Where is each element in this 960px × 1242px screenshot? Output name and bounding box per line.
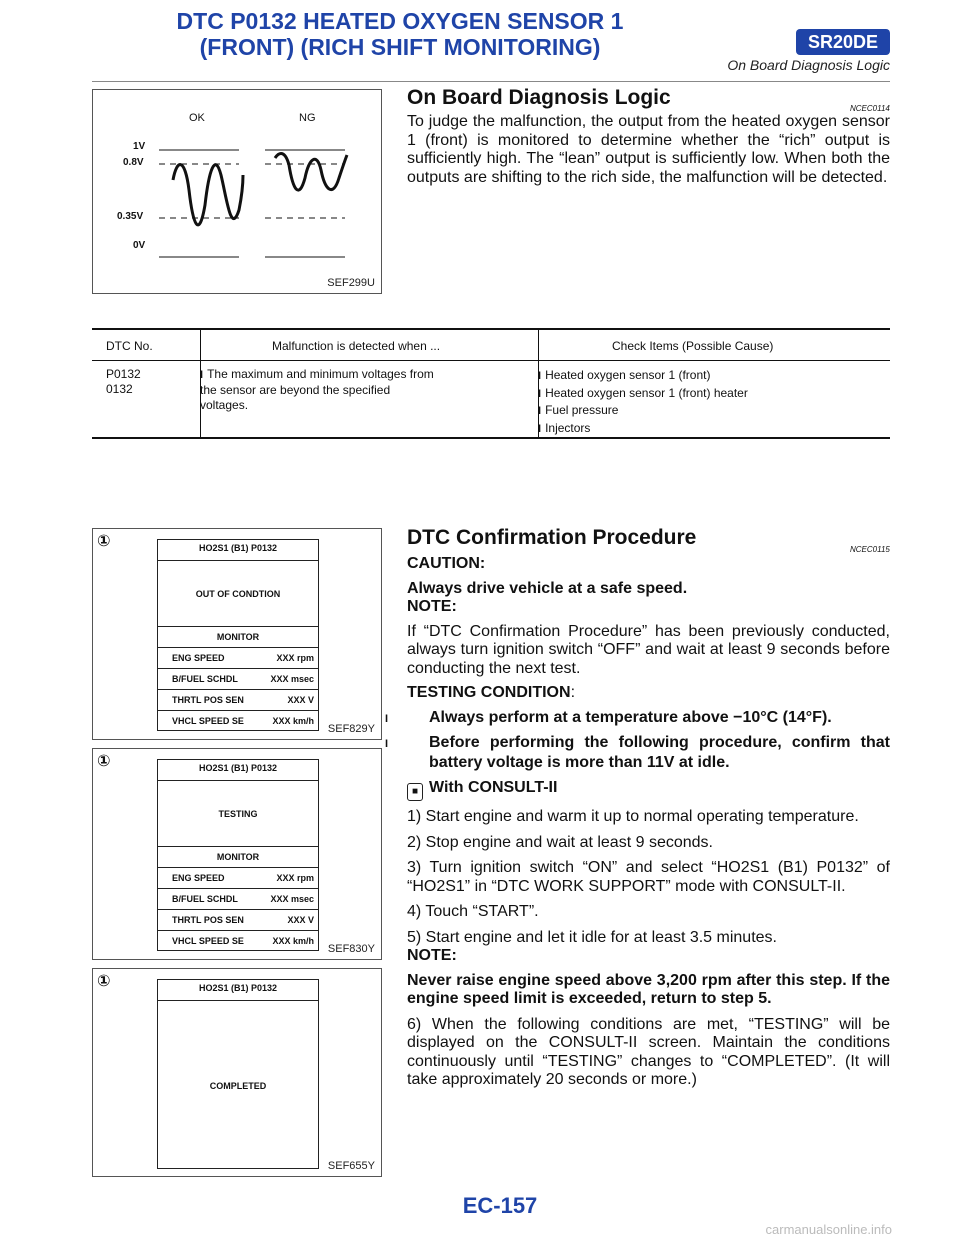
screen-data-row [158,710,318,730]
screen-data-row [158,930,318,950]
consult-icon: ① [97,533,111,550]
check-item [538,420,878,438]
dtc-number-line2: 0132 [106,382,133,396]
screen-data-row [158,668,318,690]
row-value: XXX rpm [276,873,314,883]
consult-icon: ① [97,753,111,770]
screen-title: HO2S1 (B1) P0132 [198,983,278,993]
label-08v: 0.8V [123,157,144,168]
caution-text: Always drive vehicle at a safe speed. [407,579,688,597]
check-items [538,367,878,437]
screen-monitor-row [158,626,318,648]
consult-screen [157,539,319,731]
figure-code: SEF830Y [327,943,375,955]
screen-data-row [158,888,318,910]
row-value: XXX rpm [276,653,314,663]
row-label: B/FUEL SCHDL [172,894,238,904]
watermark-site: carmanualsonline.info [765,1222,892,1237]
bullet-icon: I [538,405,542,417]
figure-code: SEF655Y [327,1160,375,1172]
figure-code: SEF829Y [327,723,375,735]
obd-ref: NCEC0114 [850,104,890,113]
consult-screen-figure-3 [92,968,382,1177]
table-header-malfunction: Malfunction is detected when ... [272,339,441,353]
obd-heading: On Board Diagnosis Logic [407,86,671,109]
note-label: NOTE: [407,598,457,615]
dtc-number-line1: P0132 [106,367,141,381]
label-1v: 1V [133,141,146,152]
condition-item [385,734,890,772]
note2-label: NOTE: [407,947,457,964]
check-item [538,402,878,420]
screen-status: COMPLETED [209,1081,267,1091]
procedure-ref: NCEC0115 [850,545,890,554]
consult-icon: ① [97,973,111,990]
row-label: ENG SPEED [172,873,225,883]
bullet-icon: I [538,387,542,400]
header-divider [92,81,890,82]
header-title [0,8,800,60]
consult-screen-figure-1 [92,528,382,740]
screen-status: OUT OF CONDTION [195,589,281,599]
bullet-icon: I [538,370,542,382]
screen-monitor-row [158,846,318,868]
step-3: 3) Turn ignition switch “ON” and select “HO2S1 (B1) P0132” of “HO2S1” in “DTC WORK SUPPORT” mode with CONSULT-II. [407,859,890,895]
row-label: VHCL SPEED SE [172,936,244,946]
obd-text: To judge the malfunction, the output from the heated oxygen sensor 1 (front) is monitored to determine whether the “rich” output is sufficiently high. The “lean” output is sufficiently low. When both the outputs are shifting to the rich side, the malfunction will be detected. [407,113,890,186]
header-title-line2: (FRONT) (RICH SHIFT MONITORING) [199,34,601,60]
dtc-number [106,367,141,397]
ok-label: OK [189,112,205,124]
step-4: 4) Touch “START”. [407,903,539,920]
check-item-text: Injectors [545,420,591,435]
procedure-body [385,553,890,1090]
check-item-text: Heated oxygen sensor 1 (front) [545,368,711,382]
step-2: 2) Stop engine and wait at least 9 seconds. [407,833,713,851]
screen-title: HO2S1 (B1) P0132 [198,763,278,773]
procedure-heading: DTC Confirmation Procedure [407,526,697,549]
consult-screen [157,979,319,1169]
bullet-icon: I [385,712,389,725]
row-value: XXX V [287,915,314,925]
malfunction-cell [200,367,440,413]
condition-text: Always perform at a temperature above −10°C (14°F). [429,708,832,726]
screen-data-row [158,689,318,711]
screen-title: HO2S1 (B1) P0132 [198,543,278,553]
screen-monitor: MONITOR [216,852,260,862]
row-label: B/FUEL SCHDL [172,674,238,684]
row-label: ENG SPEED [172,653,225,663]
dtc-table [92,328,890,439]
step-1: 1) Start engine and warm it up to normal operating temperature. [407,808,859,825]
header-subtitle: On Board Diagnosis Logic [727,57,890,73]
testing-label: TESTING CONDITION [407,684,571,701]
figure-code: SEF299U [327,277,375,289]
table-header-check: Check Items (Possible Cause) [612,339,774,353]
engine-code-badge: SR20DE [796,29,890,55]
check-item-text: Heated oxygen sensor 1 (front) heater [545,385,748,400]
screen-status-row [158,780,318,847]
bullet-icon: I [538,422,542,435]
caution-label: CAUTION: [407,555,486,572]
table-divider [538,330,542,437]
step-5: 5) Start engine and let it idle for at least 3.5 minutes. [407,928,777,946]
row-value: XXX msec [270,894,314,904]
consult-icon: ■ [407,783,423,801]
consult-screen-figure-2 [92,748,382,960]
waveform-graph [93,90,381,293]
step-6: 6) When the following conditions are met, “TESTING” will be displayed on the CONSULT-II screen. Maintain the conditions continuously until “TESTING” changes to “COMPLETED”. (It will take approximately 20 seconds or more.) [407,1015,890,1088]
ng-label: NG [299,112,316,124]
screen-status: TESTING [218,809,258,819]
consult-text: With CONSULT-II [429,779,558,796]
malfunction-text: The maximum and minimum voltages from the sensor are beyond the specified voltages. [200,367,434,412]
page-number: EC-157 [462,1193,538,1218]
note-text: If “DTC Confirmation Procedure” has been previously conducted, always turn ignition switch “OFF” and wait at least 9 seconds before conducting the next test. [407,622,890,677]
note2-text: Never raise engine speed above 3,200 rpm after this step. If the engine speed limit is exceeded, return to step 5. [407,971,890,1007]
bullet-icon: I [385,738,389,750]
row-value: XXX V [287,695,314,705]
table-header-dtc: DTC No. [106,339,153,353]
row-value: XXX msec [270,674,314,684]
screen-data-row [158,867,318,889]
screen-data-row [158,647,318,669]
bullet-icon: I [200,369,204,381]
check-item [538,385,878,403]
screen-status-row [158,1000,318,1168]
screen-monitor: MONITOR [216,632,260,642]
row-label: THRTL POS SEN [172,695,244,705]
row-label: VHCL SPEED SE [172,716,244,726]
table-divider [200,330,204,437]
row-value: XXX km/h [272,936,314,946]
consult-line [407,779,890,801]
check-item [538,367,878,385]
header-title-line1: DTC P0132 HEATED OXYGEN SENSOR 1 [176,8,624,34]
row-value: XXX km/h [272,716,314,726]
waveform-figure [92,89,382,294]
condition-item [385,708,890,729]
label-035v: 0.35V [117,211,144,222]
row-label: THRTL POS SEN [172,915,244,925]
consult-screen [157,759,319,951]
testing-condition: TESTING CONDITION: [407,684,576,701]
condition-text: Before performing the following procedure, confirm that battery voltage is more than 11V at idle. [429,734,890,771]
check-item-text: Fuel pressure [545,403,619,417]
screen-status-row [158,560,318,627]
screen-data-row [158,909,318,931]
label-0v: 0V [133,240,146,251]
